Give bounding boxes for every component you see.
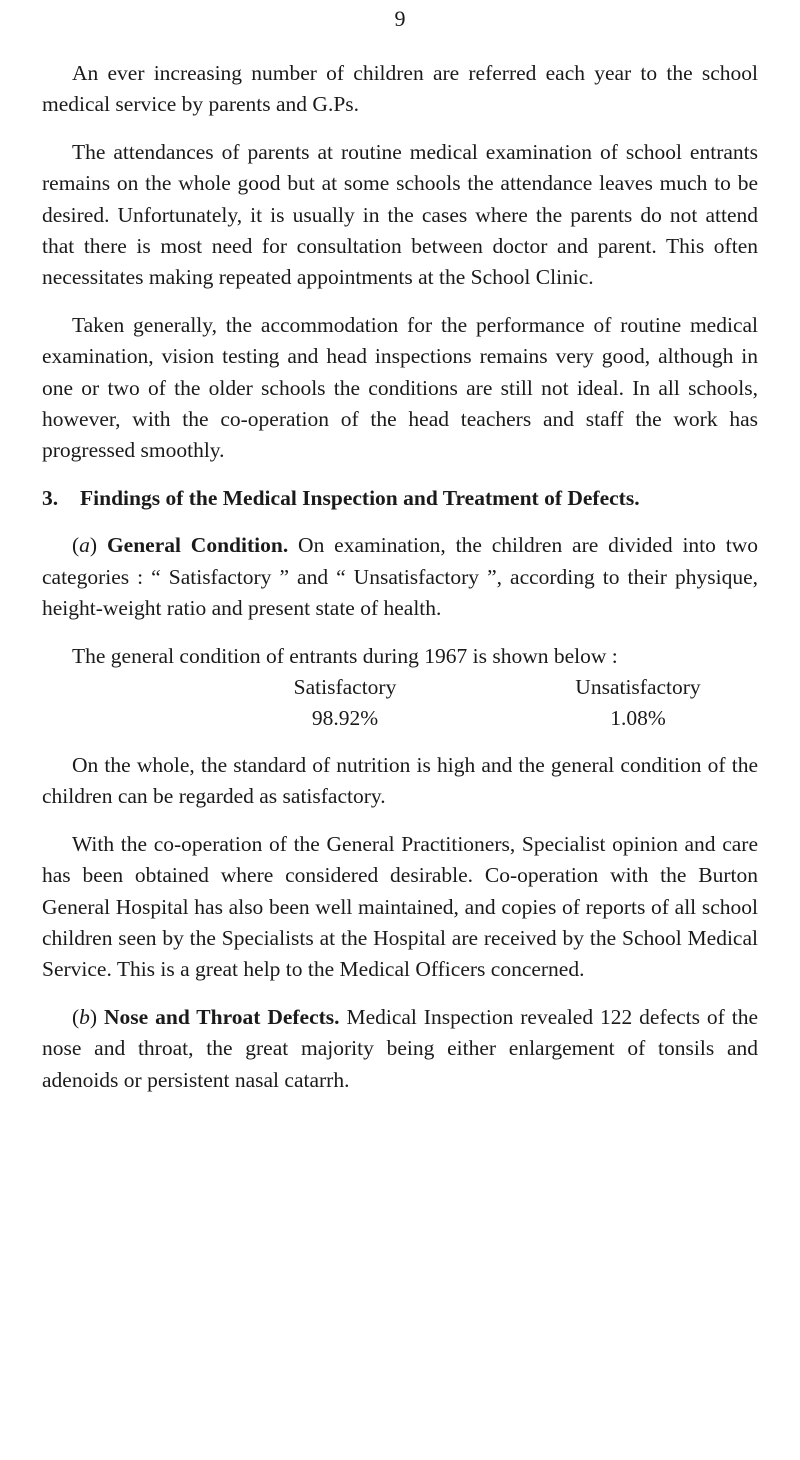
subsection-text: On examination, the children are divided into two categories : “ Satisfactory ” and “ Unsatisfactory ”, according to their physique, height-weight ratio and present state of health. bbox=[42, 533, 758, 621]
paragraph-nose-throat bbox=[42, 1002, 758, 1096]
paragraph-condition-intro: The general condition of entrants during 1967 is shown below : bbox=[72, 643, 618, 668]
section-heading bbox=[42, 483, 758, 514]
subsection-label: (a) bbox=[72, 533, 98, 558]
page-number: 9 bbox=[394, 6, 406, 31]
subsection-label: (b) bbox=[72, 1004, 98, 1029]
subsection-text: Medical Inspection revealed 122 defects of the nose and throat, the great majority being either enlargement of tonsils and adenoids or persistent nasal catarrh. bbox=[42, 1004, 759, 1092]
paragraph-referrals: An ever increasing number of children are referred each year to the school medical service by parents and G.Ps. bbox=[42, 61, 758, 117]
paragraph-attendances: The attendances of parents at routine medical examination of school entrants remains on the whole good but at some schools the attendance leaves much to be desired. Unfortunately, it is usually in the cases where the parents do not attend that there is most need for consultation between doctor and parent. This often necessitates making repeated appointments at the School Clinic. bbox=[42, 139, 758, 290]
paragraph-cooperation: With the co-operation of the General Practitioners, Specialist opinion and care has been obtained where considered desirable. Co-operation with the Burton General Hospital has also been well maintained, and copies of reports of all school children seen by the Specialists at the Hospital are received by the School Medical Service. This is a great help to the Medical Officers concerned. bbox=[42, 831, 758, 982]
section-title: Findings of the Medical Inspection and Treatment of Defects. bbox=[80, 485, 640, 510]
paragraph-general-condition bbox=[42, 530, 758, 624]
document-body bbox=[42, 58, 758, 1112]
subsection-title: General Condition. bbox=[106, 533, 289, 558]
table-header-satisfactory: Satisfactory bbox=[293, 674, 397, 699]
condition-table bbox=[42, 672, 758, 734]
table-value-unsatisfactory: 1.08% bbox=[610, 705, 666, 730]
subsection-title: Nose and Throat Defects. bbox=[104, 1004, 340, 1029]
table-header-unsatisfactory: Unsatisfactory bbox=[575, 674, 701, 699]
paragraph-nutrition: On the whole, the standard of nutrition is high and the general condition of the children can be regarded as satisfactory. bbox=[42, 752, 758, 809]
table-value-satisfactory: 98.92% bbox=[311, 705, 379, 730]
paragraph-accommodation: Taken generally, the accommodation for the performance of routine medical examination, vision testing and head inspections remains very good, although in one or two of the older schools the conditions are still not ideal. In all schools, however, with the co-operation of the head teachers and staff the work has progressed smoothly. bbox=[42, 312, 758, 463]
section-number: 3. bbox=[42, 485, 59, 510]
